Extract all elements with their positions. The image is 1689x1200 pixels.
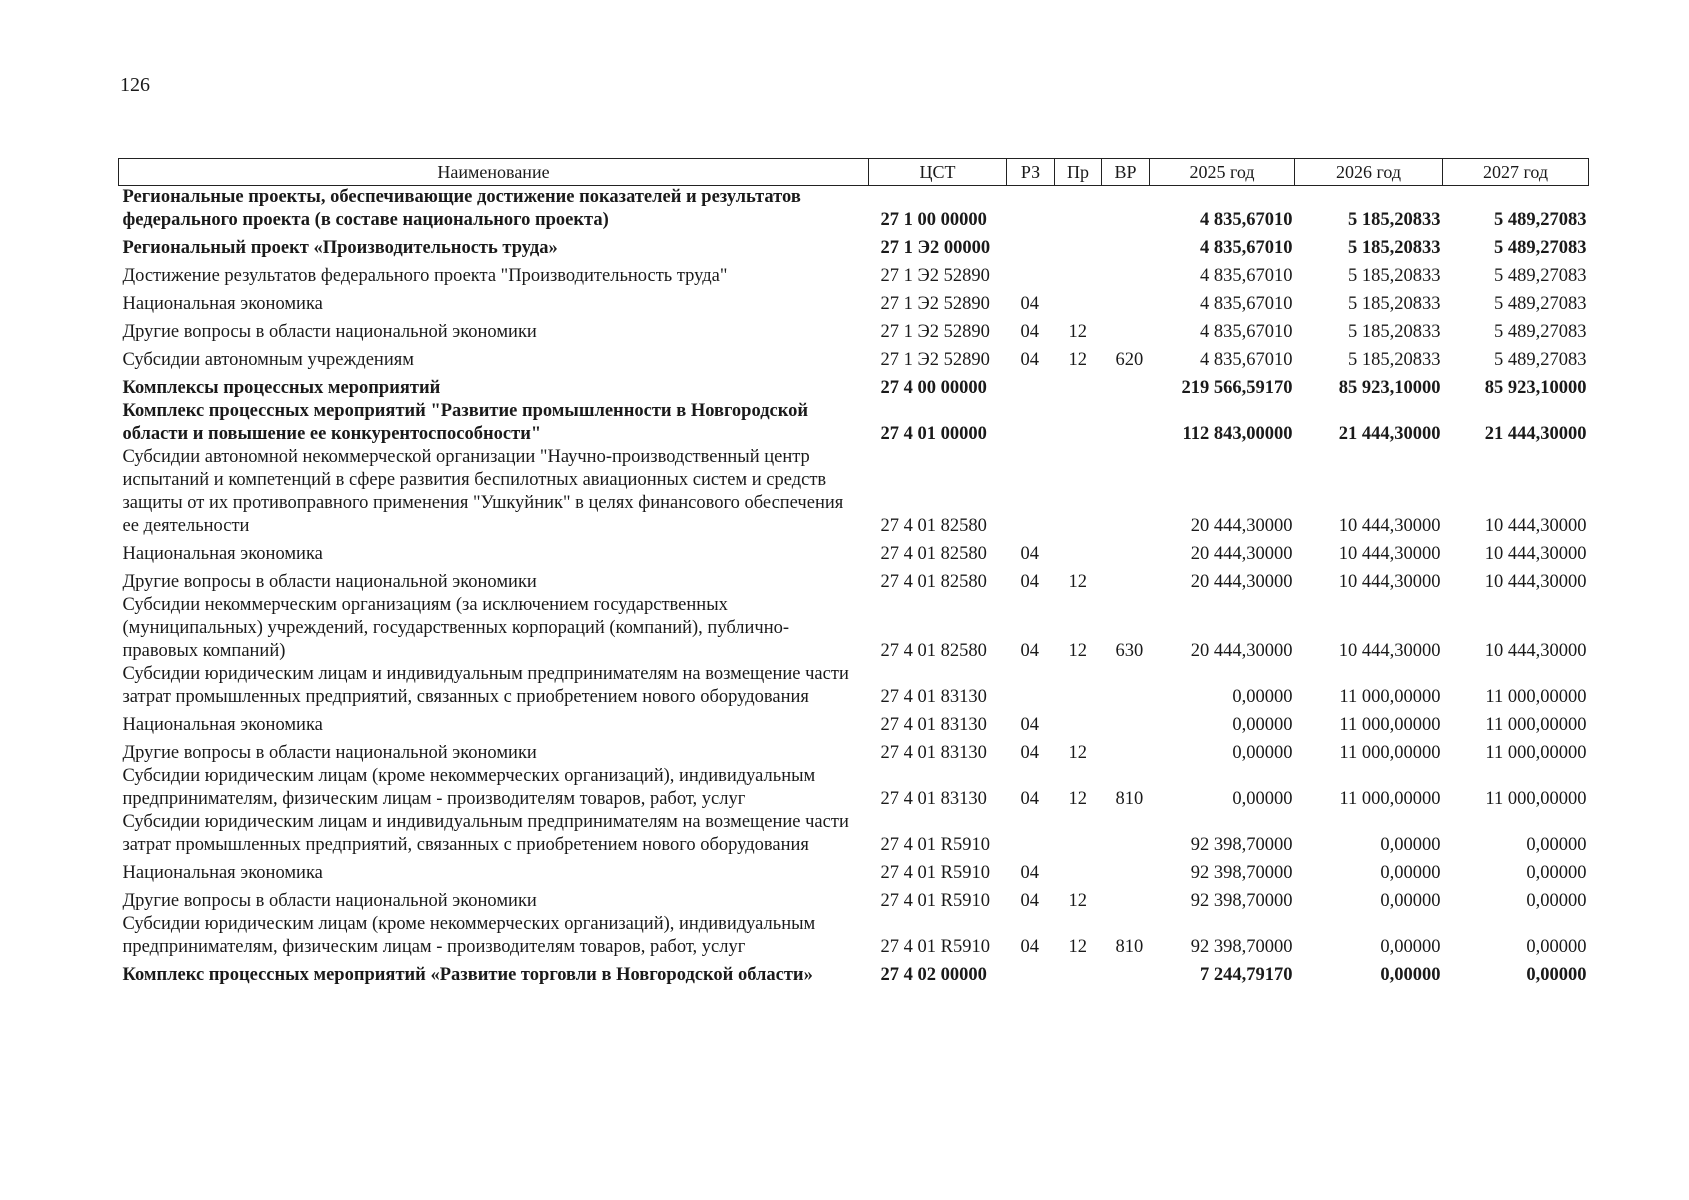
cst-cell: 27 4 01 83130: [880, 789, 987, 809]
name-cell: Комплекс процессных мероприятий "Развитие промышленности в Новгородской области и повышение ее конкурентоспособности": [122, 401, 809, 444]
vr-cell: 630: [1115, 641, 1144, 661]
cst-cell: 27 4 01 83130: [880, 715, 987, 735]
amount-2025-cell: 4 835,67010: [1200, 238, 1293, 258]
table-row: [119, 316, 1589, 344]
pr-cell: 12: [1068, 572, 1087, 592]
pr-cell: 12: [1068, 937, 1087, 957]
amount-2026-cell: 11 000,00000: [1339, 687, 1441, 707]
vr-cell: [1102, 663, 1150, 709]
name-cell: Субсидии юридическим лицам и индивидуальным предпринимателям на возмещение части затрат промышленных предприятий, связанных с приобретением нового оборудования: [122, 664, 849, 707]
vr-cell: [1102, 288, 1150, 316]
name-cell: Комплексы процессных мероприятий: [122, 378, 441, 398]
amount-2026-cell: 5 185,20833: [1348, 322, 1441, 342]
vr-cell: [1102, 372, 1150, 400]
pr-cell: [1055, 400, 1102, 446]
amount-2025-cell: 92 398,70000: [1190, 835, 1293, 855]
name-cell: Другие вопросы в области национальной экономики: [122, 743, 537, 763]
table-row: [119, 260, 1589, 288]
amount-2026-cell: 0,00000: [1380, 835, 1441, 855]
amount-2027-cell: 10 444,30000: [1484, 544, 1587, 564]
header-vr: ВР: [1102, 159, 1150, 186]
vr-cell: [1102, 232, 1150, 260]
name-cell: Субсидии некоммерческим организациям (за исключением государственных (муниципальных) учреждений, государственных корпораций (компаний), публично-правовых компаний): [122, 595, 790, 661]
amount-2025-cell: 20 444,30000: [1190, 572, 1293, 592]
amount-2026-cell: 10 444,30000: [1338, 516, 1441, 536]
amount-2026-cell: 0,00000: [1380, 863, 1441, 883]
cst-cell: 27 4 00 00000: [880, 378, 987, 398]
table-row: [119, 857, 1589, 885]
amount-2025-cell: 0,00000: [1232, 789, 1293, 809]
pr-cell: 12: [1068, 743, 1087, 763]
cst-cell: 27 4 01 83130: [880, 687, 987, 707]
vr-cell: [1102, 709, 1150, 737]
cst-cell: 27 4 01 82580: [880, 572, 987, 592]
page-number: 126: [120, 74, 150, 96]
cst-cell: 27 1 00 00000: [880, 210, 987, 230]
amount-2027-cell: 5 489,27083: [1494, 350, 1587, 370]
cst-cell: 27 4 01 R5910: [880, 835, 990, 855]
amount-2025-cell: 4 835,67010: [1200, 266, 1293, 286]
table-row: [119, 344, 1589, 372]
amount-2025-cell: 4 835,67010: [1200, 294, 1293, 314]
name-cell: Субсидии юридическим лицам (кроме некоммерческих организаций), индивидуальным предпринимателям, физическим лицам - производителям товаров, работ, услуг: [122, 766, 816, 809]
rz-cell: [1007, 811, 1055, 857]
amount-2026-cell: 0,00000: [1380, 891, 1441, 911]
rz-cell: 04: [1020, 863, 1039, 883]
amount-2026-cell: 85 923,10000: [1338, 378, 1441, 398]
pr-cell: [1055, 186, 1102, 233]
header-rz: РЗ: [1007, 159, 1055, 186]
vr-cell: [1102, 316, 1150, 344]
rz-cell: 04: [1020, 294, 1039, 314]
vr-cell: [1102, 186, 1150, 233]
amount-2027-cell: 11 000,00000: [1485, 743, 1587, 763]
rz-cell: 04: [1020, 641, 1039, 661]
header-2027: 2027 год: [1443, 159, 1589, 186]
rz-cell: [1007, 186, 1055, 233]
cst-cell: 27 4 02 00000: [880, 965, 987, 985]
table-row: [119, 232, 1589, 260]
pr-cell: [1055, 857, 1102, 885]
header-name: Наименование: [119, 159, 869, 186]
rz-cell: [1007, 959, 1055, 987]
vr-cell: 620: [1115, 350, 1144, 370]
pr-cell: 12: [1068, 641, 1087, 661]
cst-cell: 27 1 Э2 52890: [880, 294, 990, 314]
cst-cell: 27 4 01 82580: [880, 516, 987, 536]
amount-2025-cell: 92 398,70000: [1190, 891, 1293, 911]
amount-2027-cell: 11 000,00000: [1485, 687, 1587, 707]
amount-2025-cell: 20 444,30000: [1190, 641, 1293, 661]
amount-2027-cell: 5 489,27083: [1494, 266, 1587, 286]
vr-cell: [1102, 260, 1150, 288]
table-row: [119, 538, 1589, 566]
amount-2025-cell: 92 398,70000: [1190, 937, 1293, 957]
amount-2027-cell: 10 444,30000: [1484, 641, 1587, 661]
cst-cell: 27 4 01 83130: [880, 743, 987, 763]
rz-cell: [1007, 400, 1055, 446]
amount-2027-cell: 85 923,10000: [1484, 378, 1587, 398]
cst-cell: 27 4 01 R5910: [880, 891, 990, 911]
vr-cell: [1102, 811, 1150, 857]
table-row: [119, 913, 1589, 959]
pr-cell: 12: [1068, 322, 1087, 342]
amount-2026-cell: 5 185,20833: [1348, 266, 1441, 286]
amount-2027-cell: 0,00000: [1526, 863, 1587, 883]
rz-cell: 04: [1020, 715, 1039, 735]
rz-cell: 04: [1020, 572, 1039, 592]
amount-2027-cell: 0,00000: [1526, 835, 1587, 855]
cst-cell: 27 4 01 R5910: [880, 863, 990, 883]
name-cell: Другие вопросы в области национальной экономики: [122, 891, 537, 911]
vr-cell: [1102, 446, 1150, 538]
table-row: [119, 400, 1589, 446]
name-cell: Субсидии автономной некоммерческой организации "Научно-производственный центр испытаний и компетенций в сфере развития беспилотных авиационных систем и средств защиты от их противоправного применения "Ушкуйник" в целях финансового обеспечения ее деятельности: [122, 447, 844, 536]
amount-2027-cell: 10 444,30000: [1484, 516, 1587, 536]
amount-2026-cell: 10 444,30000: [1338, 544, 1441, 564]
rz-cell: 04: [1020, 789, 1039, 809]
amount-2025-cell: 20 444,30000: [1190, 544, 1293, 564]
amount-2026-cell: 10 444,30000: [1338, 641, 1441, 661]
amount-2025-cell: 0,00000: [1232, 687, 1293, 707]
pr-cell: [1055, 538, 1102, 566]
amount-2026-cell: 11 000,00000: [1339, 789, 1441, 809]
amount-2025-cell: 20 444,30000: [1190, 516, 1293, 536]
amount-2027-cell: 5 489,27083: [1494, 210, 1587, 230]
cst-cell: 27 1 Э2 52890: [880, 266, 990, 286]
amount-2027-cell: 10 444,30000: [1484, 572, 1587, 592]
name-cell: Региональный проект «Производительность труда»: [122, 238, 558, 258]
table-row: [119, 372, 1589, 400]
rz-cell: 04: [1020, 743, 1039, 763]
rz-cell: 04: [1020, 937, 1039, 957]
budget-table: [118, 158, 1589, 987]
rz-cell: 04: [1020, 350, 1039, 370]
rz-cell: [1007, 372, 1055, 400]
name-cell: Комплекс процессных мероприятий «Развитие торговли в Новгородской области»: [122, 965, 813, 985]
table-row: [119, 885, 1589, 913]
vr-cell: 810: [1115, 937, 1144, 957]
header-pr: Пр: [1055, 159, 1102, 186]
amount-2027-cell: 21 444,30000: [1484, 424, 1587, 444]
header-cst: ЦСТ: [869, 159, 1007, 186]
amount-2026-cell: 5 185,20833: [1348, 210, 1441, 230]
header-2026: 2026 год: [1295, 159, 1443, 186]
rz-cell: 04: [1020, 544, 1039, 564]
amount-2027-cell: 5 489,27083: [1494, 322, 1587, 342]
table-header-row: [119, 159, 1589, 186]
pr-cell: [1055, 959, 1102, 987]
name-cell: Субсидии юридическим лицам (кроме некоммерческих организаций), индивидуальным предпринимателям, физическим лицам - производителям товаров, работ, услуг: [122, 914, 816, 957]
pr-cell: [1055, 446, 1102, 538]
table-row: [119, 737, 1589, 765]
amount-2026-cell: 5 185,20833: [1348, 350, 1441, 370]
name-cell: Субсидии юридическим лицам и индивидуальным предпринимателям на возмещение части затрат промышленных предприятий, связанных с приобретением нового оборудования: [122, 812, 849, 855]
pr-cell: [1055, 372, 1102, 400]
name-cell: Региональные проекты, обеспечивающие достижение показателей и результатов федерального проекта (в составе национального проекта): [122, 187, 801, 230]
rz-cell: [1007, 663, 1055, 709]
pr-cell: [1055, 811, 1102, 857]
cst-cell: 27 4 01 R5910: [880, 937, 990, 957]
header-2025: 2025 год: [1150, 159, 1295, 186]
table-row: [119, 765, 1589, 811]
table-row: [119, 446, 1589, 538]
name-cell: Достижение результатов федерального проекта "Производительность труда": [122, 266, 728, 286]
amount-2027-cell: 5 489,27083: [1494, 294, 1587, 314]
cst-cell: 27 1 Э2 00000: [880, 238, 991, 258]
amount-2027-cell: 11 000,00000: [1485, 789, 1587, 809]
amount-2026-cell: 10 444,30000: [1338, 572, 1441, 592]
vr-cell: 810: [1115, 789, 1144, 809]
amount-2026-cell: 5 185,20833: [1348, 294, 1441, 314]
table-row: [119, 566, 1589, 594]
amount-2025-cell: 112 843,00000: [1182, 424, 1293, 444]
rz-cell: [1007, 446, 1055, 538]
vr-cell: [1102, 885, 1150, 913]
name-cell: Национальная экономика: [122, 544, 323, 564]
pr-cell: [1055, 232, 1102, 260]
cst-cell: 27 1 Э2 52890: [880, 350, 990, 370]
amount-2026-cell: 11 000,00000: [1339, 715, 1441, 735]
table-row: [119, 663, 1589, 709]
pr-cell: 12: [1068, 891, 1087, 911]
name-cell: Национальная экономика: [122, 294, 323, 314]
name-cell: Национальная экономика: [122, 715, 323, 735]
table-row: [119, 959, 1589, 987]
amount-2027-cell: 5 489,27083: [1494, 238, 1587, 258]
vr-cell: [1102, 857, 1150, 885]
amount-2026-cell: 11 000,00000: [1339, 743, 1441, 763]
amount-2026-cell: 21 444,30000: [1338, 424, 1441, 444]
amount-2025-cell: 0,00000: [1232, 743, 1293, 763]
amount-2025-cell: 4 835,67010: [1200, 210, 1293, 230]
amount-2027-cell: 0,00000: [1526, 937, 1587, 957]
amount-2025-cell: 92 398,70000: [1190, 863, 1293, 883]
pr-cell: [1055, 260, 1102, 288]
cst-cell: 27 4 01 82580: [880, 641, 987, 661]
table-row: [119, 811, 1589, 857]
cst-cell: 27 4 01 00000: [880, 424, 987, 444]
amount-2026-cell: 0,00000: [1380, 937, 1441, 957]
pr-cell: [1055, 663, 1102, 709]
amount-2025-cell: 7 244,79170: [1200, 965, 1293, 985]
amount-2027-cell: 0,00000: [1526, 891, 1587, 911]
cst-cell: 27 4 01 82580: [880, 544, 987, 564]
name-cell: Другие вопросы в области национальной экономики: [122, 572, 537, 592]
amount-2025-cell: 0,00000: [1232, 715, 1293, 735]
cst-cell: 27 1 Э2 52890: [880, 322, 990, 342]
amount-2025-cell: 219 566,59170: [1181, 378, 1293, 398]
vr-cell: [1102, 400, 1150, 446]
vr-cell: [1102, 538, 1150, 566]
amount-2025-cell: 4 835,67010: [1200, 322, 1293, 342]
name-cell: Субсидии автономным учреждениям: [122, 350, 414, 370]
pr-cell: 12: [1068, 789, 1087, 809]
table-row: [119, 288, 1589, 316]
rz-cell: [1007, 260, 1055, 288]
vr-cell: [1102, 566, 1150, 594]
table-row: [119, 709, 1589, 737]
amount-2026-cell: 5 185,20833: [1348, 238, 1441, 258]
name-cell: Национальная экономика: [122, 863, 323, 883]
pr-cell: 12: [1068, 350, 1087, 370]
pr-cell: [1055, 288, 1102, 316]
amount-2027-cell: 0,00000: [1526, 965, 1587, 985]
vr-cell: [1102, 959, 1150, 987]
table-body: [119, 186, 1589, 988]
amount-2026-cell: 0,00000: [1380, 965, 1441, 985]
pr-cell: [1055, 709, 1102, 737]
vr-cell: [1102, 737, 1150, 765]
amount-2027-cell: 11 000,00000: [1485, 715, 1587, 735]
rz-cell: 04: [1020, 322, 1039, 342]
table-row: [119, 594, 1589, 663]
table-row: [119, 186, 1589, 233]
amount-2025-cell: 4 835,67010: [1200, 350, 1293, 370]
rz-cell: [1007, 232, 1055, 260]
rz-cell: 04: [1020, 891, 1039, 911]
name-cell: Другие вопросы в области национальной экономики: [122, 322, 537, 342]
